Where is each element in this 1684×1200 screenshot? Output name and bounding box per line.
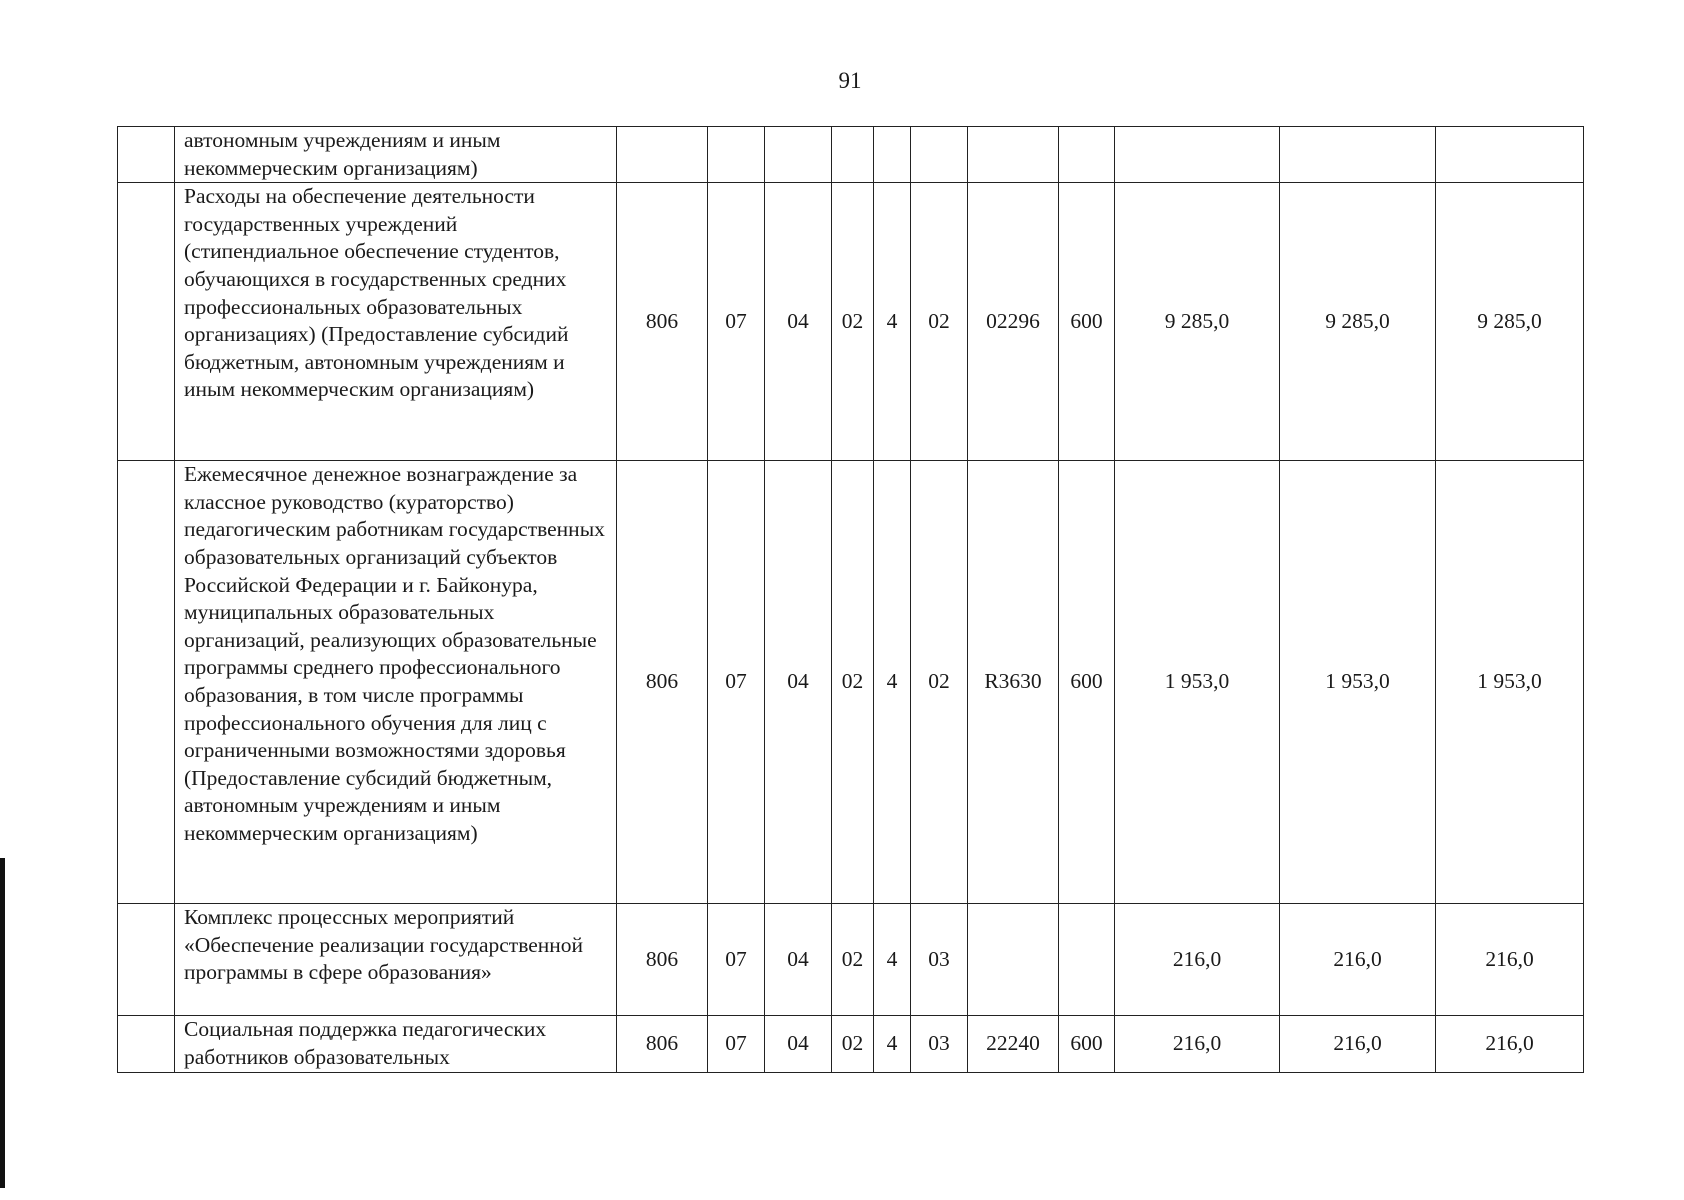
direction-code-cell: R3630 [968, 461, 1059, 904]
row-number-cell [118, 461, 175, 904]
amount-2-cell: 1 953,0 [1280, 461, 1436, 904]
amount-3-cell: 216,0 [1436, 904, 1584, 1016]
row-number-cell [118, 1016, 175, 1073]
page-number: 91 [838, 68, 862, 93]
subprogram-code-cell: 02 [911, 461, 968, 904]
subsection-code-cell: 04 [765, 904, 832, 1016]
amount-2-cell: 216,0 [1280, 1016, 1436, 1073]
amount-3-cell: 216,0 [1436, 1016, 1584, 1073]
subsection-code-cell: 04 [765, 1016, 832, 1073]
amount-1-cell: 9 285,0 [1115, 183, 1280, 461]
description-cell: автономным учреждениям и иным некоммерческим организациям) [175, 127, 617, 183]
subsection-code-cell: 04 [765, 461, 832, 904]
subprogram-code-cell: 03 [911, 904, 968, 1016]
direction-code-cell [968, 127, 1059, 183]
expense-type-cell [1059, 904, 1115, 1016]
direction-code-cell: 02296 [968, 183, 1059, 461]
section-code-cell: 07 [708, 904, 765, 1016]
expense-type-cell [1059, 127, 1115, 183]
subprogram-code-cell: 02 [911, 183, 968, 461]
direction-code-cell [968, 904, 1059, 1016]
program-code-cell: 02 [832, 461, 874, 904]
ministry-code-cell: 806 [617, 461, 708, 904]
direction-code-cell: 22240 [968, 1016, 1059, 1073]
program-code-cell: 02 [832, 1016, 874, 1073]
table-row [118, 461, 1584, 904]
amount-1-cell: 216,0 [1115, 904, 1280, 1016]
expense-type-cell: 600 [1059, 183, 1115, 461]
table-row [118, 1016, 1584, 1073]
amount-1-cell [1115, 127, 1280, 183]
expense-type-cell: 600 [1059, 461, 1115, 904]
subprogram-code-cell: 03 [911, 1016, 968, 1073]
ministry-code-cell: 806 [617, 904, 708, 1016]
section-code-cell [708, 127, 765, 183]
amount-1-cell: 216,0 [1115, 1016, 1280, 1073]
amount-3-cell [1436, 127, 1584, 183]
type-code-cell: 4 [874, 183, 911, 461]
description-cell: Расходы на обеспечение деятельности государственных учреждений (стипендиальное обеспечение студентов, обучающихся в государственных средних профессиональных образовательных организациях) (Предоставление субсидий бюджетным, автономным учреждениям и иным некоммерческим организациям) [175, 183, 617, 461]
budget-table [117, 126, 1584, 1073]
amount-2-cell: 9 285,0 [1280, 183, 1436, 461]
section-code-cell: 07 [708, 183, 765, 461]
section-code-cell: 07 [708, 461, 765, 904]
amount-3-cell: 9 285,0 [1436, 183, 1584, 461]
program-code-cell: 02 [832, 904, 874, 1016]
type-code-cell: 4 [874, 1016, 911, 1073]
type-code-cell: 4 [874, 904, 911, 1016]
row-number-cell [118, 127, 175, 183]
table-row [118, 127, 1584, 183]
amount-1-cell: 1 953,0 [1115, 461, 1280, 904]
table-row [118, 904, 1584, 1016]
description-cell: Ежемесячное денежное вознаграждение за классное руководство (кураторство) педагогическим работникам государственных образовательных организаций субъектов Российской Федерации и г. Байконура, муниципальных образовательных организаций, реализующих образовательные программы среднего профессионального образования, в том числе программы профессионального обучения для лиц с ограниченными возможностями здоровья (Предоставление субсидий бюджетным, автономным учреждениям и иным некоммерческим организациям) [175, 461, 617, 904]
ministry-code-cell: 806 [617, 183, 708, 461]
section-code-cell: 07 [708, 1016, 765, 1073]
expense-type-cell: 600 [1059, 1016, 1115, 1073]
row-number-cell [118, 183, 175, 461]
subsection-code-cell [765, 127, 832, 183]
program-code-cell [832, 127, 874, 183]
subsection-code-cell: 04 [765, 183, 832, 461]
description-cell: Комплекс процессных мероприятий «Обеспечение реализации государственной программы в сфере образования» [175, 904, 617, 1016]
amount-2-cell [1280, 127, 1436, 183]
amount-3-cell: 1 953,0 [1436, 461, 1584, 904]
type-code-cell [874, 127, 911, 183]
type-code-cell: 4 [874, 461, 911, 904]
subprogram-code-cell [911, 127, 968, 183]
scan-edge-mark [0, 858, 5, 1188]
ministry-code-cell: 806 [617, 1016, 708, 1073]
description-cell: Социальная поддержка педагогических работников образовательных [175, 1016, 617, 1073]
ministry-code-cell [617, 127, 708, 183]
program-code-cell: 02 [832, 183, 874, 461]
table-row [118, 183, 1584, 461]
row-number-cell [118, 904, 175, 1016]
amount-2-cell: 216,0 [1280, 904, 1436, 1016]
